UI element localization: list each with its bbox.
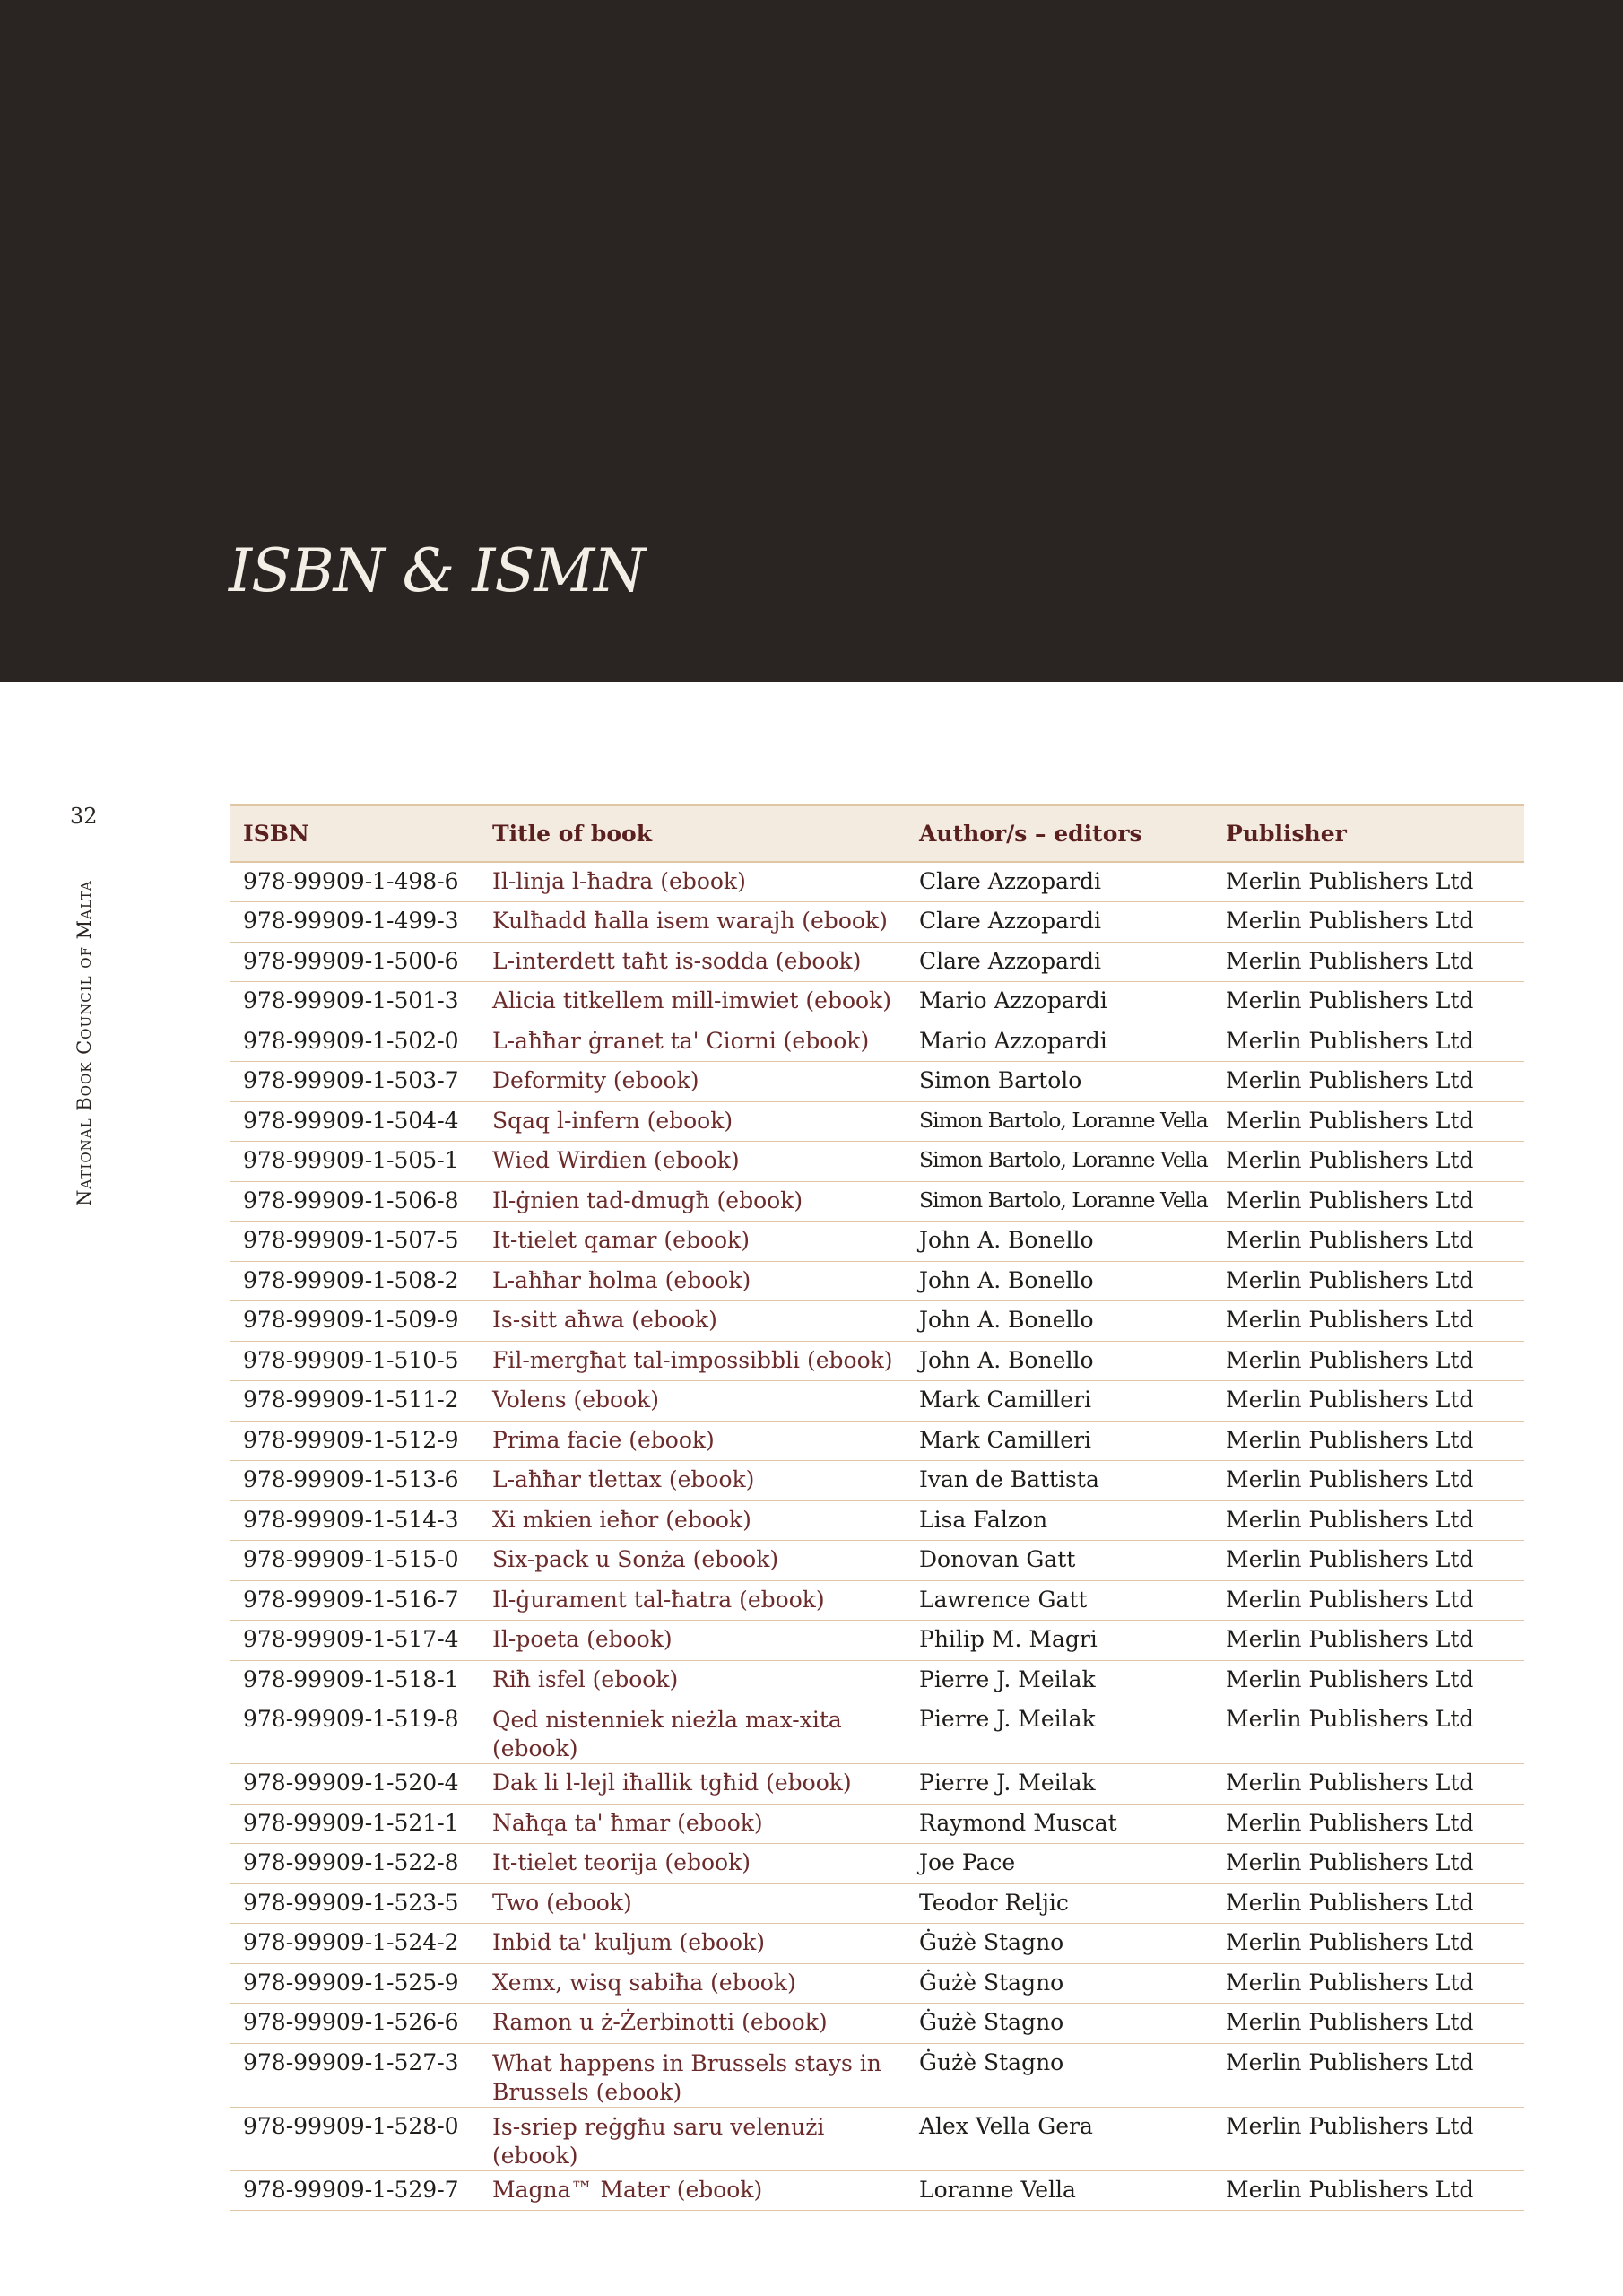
publisher-cell: Merlin Publishers Ltd [1213, 1261, 1524, 1301]
table-row [230, 2170, 1524, 2211]
title-cell: Wied Wirdien (ebook) [480, 1142, 907, 1182]
page-number: 32 [70, 804, 98, 829]
title-cell: Volens (ebook) [480, 1381, 907, 1422]
publisher-cell: Merlin Publishers Ltd [1213, 902, 1524, 943]
isbn-cell: 978-99909-1-508-2 [230, 1261, 480, 1301]
table-row [230, 2043, 1524, 2107]
publisher-cell: Merlin Publishers Ltd [1213, 1700, 1524, 1764]
publisher-cell: Merlin Publishers Ltd [1213, 1804, 1524, 1844]
publisher-cell: Merlin Publishers Ltd [1213, 1541, 1524, 1581]
author-cell: John A. Bonello [907, 1341, 1213, 1381]
publisher-cell: Merlin Publishers Ltd [1213, 1022, 1524, 1062]
title-cell: Magna™ Mater (ebook) [480, 2170, 907, 2211]
isbn-cell: 978-99909-1-524-2 [230, 1924, 480, 1964]
table-row [230, 942, 1524, 982]
title-cell: Ramon u ż-Żerbinotti (ebook) [480, 2004, 907, 2044]
title-cell: Dak li l-lejl iħallik tgħid (ebook) [480, 1764, 907, 1805]
header-banner [0, 0, 1623, 682]
isbn-cell: 978-99909-1-526-6 [230, 2004, 480, 2044]
table-row [230, 1421, 1524, 1461]
author-cell: Philip M. Magri [907, 1621, 1213, 1661]
author-cell: Ivan de Battista [907, 1461, 1213, 1501]
column-header-author: Author/s – editors [907, 805, 1213, 862]
table-row [230, 1700, 1524, 1764]
title-cell: L-aħħar ġranet ta' Ciorni (ebook) [480, 1022, 907, 1062]
title-cell: Prima facie (ebook) [480, 1421, 907, 1461]
title-cell: Is-sriep reġgħu saru velenużi (ebook) [480, 2107, 907, 2170]
title-cell: Naħqa ta' ħmar (ebook) [480, 1804, 907, 1844]
isbn-cell: 978-99909-1-514-3 [230, 1500, 480, 1541]
author-cell: Teodor Reljic [907, 1883, 1213, 1924]
publisher-cell: Merlin Publishers Ltd [1213, 942, 1524, 982]
publisher-cell: Merlin Publishers Ltd [1213, 1421, 1524, 1461]
publisher-cell: Merlin Publishers Ltd [1213, 2043, 1524, 2107]
author-cell: John A. Bonello [907, 1301, 1213, 1342]
table-row [230, 1963, 1524, 2004]
table-row [230, 1301, 1524, 1342]
isbn-cell: 978-99909-1-510-5 [230, 1341, 480, 1381]
table-row [230, 862, 1524, 902]
publisher-cell: Merlin Publishers Ltd [1213, 1883, 1524, 1924]
author-cell: Mark Camilleri [907, 1381, 1213, 1422]
isbn-cell: 978-99909-1-504-4 [230, 1101, 480, 1142]
publisher-cell: Merlin Publishers Ltd [1213, 1142, 1524, 1182]
isbn-cell: 978-99909-1-503-7 [230, 1062, 480, 1102]
publisher-cell: Merlin Publishers Ltd [1213, 1062, 1524, 1102]
isbn-cell: 978-99909-1-513-6 [230, 1461, 480, 1501]
isbn-cell: 978-99909-1-509-9 [230, 1301, 480, 1342]
title-cell: L-interdett taħt is-sodda (ebook) [480, 942, 907, 982]
table-row [230, 1261, 1524, 1301]
publisher-cell: Merlin Publishers Ltd [1213, 2004, 1524, 2044]
table-header-row [230, 805, 1524, 862]
publisher-cell: Merlin Publishers Ltd [1213, 2170, 1524, 2211]
publisher-cell: Merlin Publishers Ltd [1213, 1924, 1524, 1964]
author-cell: John A. Bonello [907, 1222, 1213, 1262]
title-cell: Il-ġurament tal-ħatra (ebook) [480, 1580, 907, 1621]
author-cell: Pierre J. Meilak [907, 1660, 1213, 1700]
author-cell: Clare Azzopardi [907, 902, 1213, 943]
isbn-cell: 978-99909-1-529-7 [230, 2170, 480, 2211]
table-row [230, 1660, 1524, 1700]
isbn-cell: 978-99909-1-525-9 [230, 1963, 480, 2004]
isbn-cell: 978-99909-1-501-3 [230, 982, 480, 1022]
table-row [230, 1844, 1524, 1884]
title-cell: Riħ isfel (ebook) [480, 1660, 907, 1700]
isbn-cell: 978-99909-1-502-0 [230, 1022, 480, 1062]
author-cell: Raymond Muscat [907, 1804, 1213, 1844]
table-row [230, 1500, 1524, 1541]
isbn-cell: 978-99909-1-519-8 [230, 1700, 480, 1764]
publisher-cell: Merlin Publishers Ltd [1213, 1381, 1524, 1422]
author-cell: Pierre J. Meilak [907, 1764, 1213, 1805]
publisher-cell: Merlin Publishers Ltd [1213, 1222, 1524, 1262]
table-row [230, 902, 1524, 943]
author-cell: Clare Azzopardi [907, 942, 1213, 982]
title-cell: It-tielet teorija (ebook) [480, 1844, 907, 1884]
isbn-cell: 978-99909-1-523-5 [230, 1883, 480, 1924]
author-cell: Lawrence Gatt [907, 1580, 1213, 1621]
table-row [230, 1142, 1524, 1182]
isbn-cell: 978-99909-1-506-8 [230, 1181, 480, 1222]
title-cell: It-tielet qamar (ebook) [480, 1222, 907, 1262]
column-header-isbn: ISBN [230, 805, 480, 862]
publisher-cell: Merlin Publishers Ltd [1213, 862, 1524, 902]
author-cell: Alex Vella Gera [907, 2107, 1213, 2170]
isbn-cell: 978-99909-1-512-9 [230, 1421, 480, 1461]
author-cell: Lisa Falzon [907, 1500, 1213, 1541]
isbn-cell: 978-99909-1-499-3 [230, 902, 480, 943]
author-cell: Mario Azzopardi [907, 1022, 1213, 1062]
isbn-cell: 978-99909-1-527-3 [230, 2043, 480, 2107]
isbn-cell: 978-99909-1-498-6 [230, 862, 480, 902]
author-cell: Clare Azzopardi [907, 862, 1213, 902]
table-row [230, 1381, 1524, 1422]
publisher-cell: Merlin Publishers Ltd [1213, 1580, 1524, 1621]
publisher-cell: Merlin Publishers Ltd [1213, 1341, 1524, 1381]
title-cell: Xemx, wisq sabiħa (ebook) [480, 1963, 907, 2004]
table-row [230, 2107, 1524, 2170]
title-cell: Is-sitt aħwa (ebook) [480, 1301, 907, 1342]
author-cell: Joe Pace [907, 1844, 1213, 1884]
author-cell: Ġużè Stagno [907, 2004, 1213, 2044]
isbn-cell: 978-99909-1-517-4 [230, 1621, 480, 1661]
title-cell: Qed nistenniek nieżla max-xita (ebook) [480, 1700, 907, 1764]
column-header-title: Title of book [480, 805, 907, 862]
publisher-cell: Merlin Publishers Ltd [1213, 1301, 1524, 1342]
publisher-cell: Merlin Publishers Ltd [1213, 1461, 1524, 1501]
publisher-cell: Merlin Publishers Ltd [1213, 1660, 1524, 1700]
isbn-cell: 978-99909-1-522-8 [230, 1844, 480, 1884]
title-cell: Xi mkien ieħor (ebook) [480, 1500, 907, 1541]
title-cell: Alicia titkellem mill-imwiet (ebook) [480, 982, 907, 1022]
author-cell: Mark Camilleri [907, 1421, 1213, 1461]
isbn-cell: 978-99909-1-520-4 [230, 1764, 480, 1805]
author-cell: Pierre J. Meilak [907, 1700, 1213, 1764]
title-cell: L-aħħar tlettax (ebook) [480, 1461, 907, 1501]
column-header-publisher: Publisher [1213, 805, 1524, 862]
table-row [230, 2004, 1524, 2044]
isbn-cell: 978-99909-1-507-5 [230, 1222, 480, 1262]
table-row [230, 1541, 1524, 1581]
title-cell: Il-linja l-ħadra (ebook) [480, 862, 907, 902]
title-cell: Fil-mergħat tal-impossibbli (ebook) [480, 1341, 907, 1381]
author-cell: Ġużè Stagno [907, 1963, 1213, 2004]
author-cell: Simon Bartolo, Loranne Vella [907, 1142, 1213, 1182]
author-cell: Loranne Vella [907, 2170, 1213, 2211]
isbn-cell: 978-99909-1-521-1 [230, 1804, 480, 1844]
isbn-cell: 978-99909-1-515-0 [230, 1541, 480, 1581]
title-cell: Deformity (ebook) [480, 1062, 907, 1102]
isbn-cell: 978-99909-1-505-1 [230, 1142, 480, 1182]
table-row [230, 1924, 1524, 1964]
isbn-cell: 978-99909-1-528-0 [230, 2107, 480, 2170]
table-row [230, 1222, 1524, 1262]
publisher-cell: Merlin Publishers Ltd [1213, 1844, 1524, 1884]
publisher-cell: Merlin Publishers Ltd [1213, 1101, 1524, 1142]
publisher-cell: Merlin Publishers Ltd [1213, 1764, 1524, 1805]
publisher-cell: Merlin Publishers Ltd [1213, 1500, 1524, 1541]
table-row [230, 1181, 1524, 1222]
author-cell: Mario Azzopardi [907, 982, 1213, 1022]
title-cell: Kulħadd ħalla isem warajh (ebook) [480, 902, 907, 943]
table-row [230, 1022, 1524, 1062]
title-cell: Two (ebook) [480, 1883, 907, 1924]
section-title: ISBN & ISMN [229, 536, 645, 605]
author-cell: Simon Bartolo, Loranne Vella [907, 1101, 1213, 1142]
publisher-cell: Merlin Publishers Ltd [1213, 982, 1524, 1022]
isbn-cell: 978-99909-1-500-6 [230, 942, 480, 982]
side-running-label: National Book Council of Malta [74, 880, 95, 1206]
table-row [230, 1101, 1524, 1142]
isbn-cell: 978-99909-1-516-7 [230, 1580, 480, 1621]
title-cell: Il-ġnien tad-dmugħ (ebook) [480, 1181, 907, 1222]
isbn-cell: 978-99909-1-518-1 [230, 1660, 480, 1700]
title-cell: Sqaq l-infern (ebook) [480, 1101, 907, 1142]
table-row [230, 1621, 1524, 1661]
title-cell: Six-pack u Sonża (ebook) [480, 1541, 907, 1581]
table-row [230, 1461, 1524, 1501]
publisher-cell: Merlin Publishers Ltd [1213, 1181, 1524, 1222]
table-row [230, 1341, 1524, 1381]
table-row [230, 1883, 1524, 1924]
publisher-cell: Merlin Publishers Ltd [1213, 1621, 1524, 1661]
author-cell: Donovan Gatt [907, 1541, 1213, 1581]
table-row [230, 982, 1524, 1022]
title-cell: What happens in Brussels stays in Brussels (ebook) [480, 2043, 907, 2107]
publisher-cell: Merlin Publishers Ltd [1213, 2107, 1524, 2170]
author-cell: Simon Bartolo, Loranne Vella [907, 1181, 1213, 1222]
table-row [230, 1804, 1524, 1844]
author-cell: Simon Bartolo [907, 1062, 1213, 1102]
table-row [230, 1580, 1524, 1621]
author-cell: Ġużè Stagno [907, 1924, 1213, 1964]
table-row [230, 1764, 1524, 1805]
title-cell: L-aħħar ħolma (ebook) [480, 1261, 907, 1301]
isbn-cell: 978-99909-1-511-2 [230, 1381, 480, 1422]
author-cell: John A. Bonello [907, 1261, 1213, 1301]
title-cell: Il-poeta (ebook) [480, 1621, 907, 1661]
isbn-table [230, 804, 1524, 2211]
title-cell: Inbid ta' kuljum (ebook) [480, 1924, 907, 1964]
publisher-cell: Merlin Publishers Ltd [1213, 1963, 1524, 2004]
table-row [230, 1062, 1524, 1102]
author-cell: Ġużè Stagno [907, 2043, 1213, 2107]
